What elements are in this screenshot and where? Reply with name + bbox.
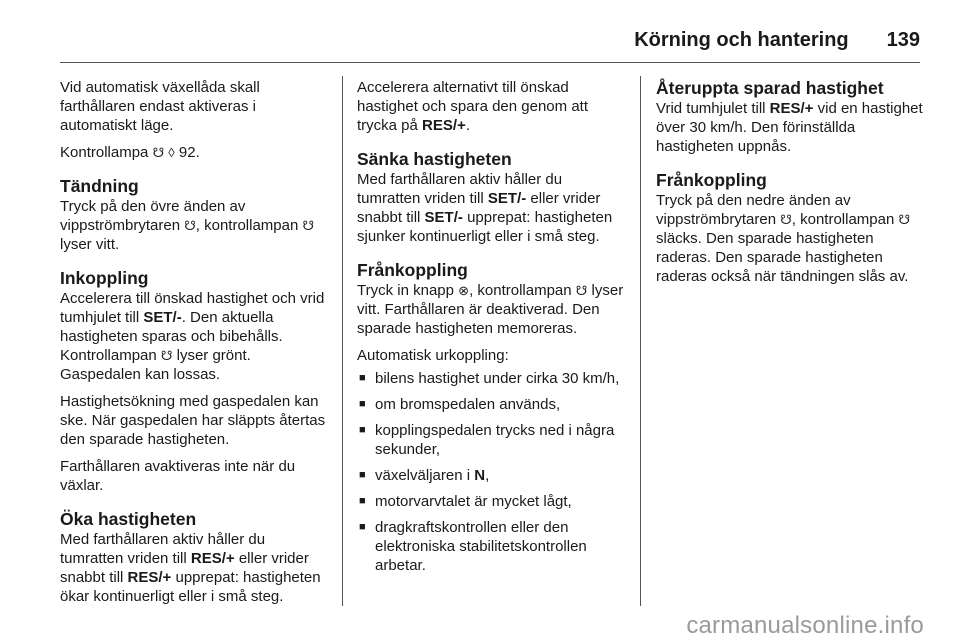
paragraph-frankoppling-2: Tryck på den nedre änden av vippströmbrytaren ☋, kontrollampan ☋ släcks. Den sparade hastigheten raderas. Den sparade hastigheten raderas också när tändningen slås av. (656, 192, 911, 285)
list-item: ■ om bromspedalen används, (359, 396, 561, 413)
column-3 (656, 78, 928, 294)
column-divider-1 (342, 76, 343, 606)
column-1 (60, 78, 332, 614)
cruise-control-icon: ☋ (184, 218, 196, 233)
heading-sanka-hastigheten: Sänka hastigheten (357, 149, 512, 169)
heading-tandning: Tändning (60, 176, 139, 196)
auto-disengage-list (357, 369, 629, 575)
cruise-control-icon: ☋ (575, 283, 588, 298)
heading-frankoppling-2: Frånkoppling (656, 170, 767, 190)
list-item: ■ dragkraftskontrollen eller den elektroniska stabilitetskontrollen arbetar. (359, 519, 587, 574)
list-item: ■ växelväljaren i N, (359, 467, 490, 484)
paragraph-ateruppta: Vrid tumhjulet till RES/+ vid en hastighet över 30 km/h. Den förinställda hastigheten uppnås. (656, 100, 923, 155)
cruise-control-icon: ☋ (160, 348, 173, 363)
bullet-icon: ■ (359, 424, 366, 436)
bullet-icon: ■ (359, 469, 366, 481)
cruise-control-icon: ☋ (898, 212, 911, 227)
paragraph-frankoppling: Tryck in knapp ⊗, kontrollampan ☋ lyser vitt. Farthållaren är deaktiverad. Den sparade hastigheten memoreras. (357, 282, 624, 337)
list-item: ■ motorvarvtalet är mycket lågt, (359, 493, 572, 510)
column-divider-2 (640, 76, 641, 606)
heading-ateruppta: Återuppta sparad hastighet (656, 78, 884, 98)
paragraph-sanka-hastigheten: Med farthållaren aktiv håller du tumratten vriden till SET/- eller vrider snabbt till SET/- upprepat: hastigheten sjunker kontinuerligt eller i små steg. (357, 171, 613, 245)
page-reference-icon: ◊ (168, 145, 175, 160)
page-title: Körning och hantering (634, 28, 849, 51)
cancel-button-icon: ⊗ (458, 283, 470, 298)
paragraph-indicator-ref: Kontrollampa ☋ ◊ 92. (60, 144, 200, 161)
cruise-control-icon: ☋ (152, 145, 165, 160)
paragraph-automatic-gearbox: Vid automatisk växellåda skall farthållaren endast aktiveras i automatiskt läge. (60, 79, 260, 134)
bullet-icon: ■ (359, 372, 366, 384)
auto-disengage-label: Automatisk urkoppling: (357, 347, 509, 364)
heading-oka-hastigheten: Öka hastigheten (60, 509, 197, 529)
paragraph-tandning: Tryck på den övre änden av vippströmbrytaren ☋, kontrollampan ☋ lyser vitt. (60, 198, 315, 253)
paragraph-oka-hastigheten: Med farthållaren aktiv håller du tumratten vriden till RES/+ eller vrider snabbt till RES/+ upprepat: hastigheten ökar kontinuerligt eller i små steg. (60, 531, 321, 605)
cruise-control-icon: ☋ (780, 212, 792, 227)
watermark: carmanualsonline.info (686, 612, 924, 639)
bullet-icon: ■ (359, 398, 366, 410)
paragraph-accelerera-alternativt: Accelerera alternativt till önskad hastighet och spara den genom att trycka på RES/+. (357, 79, 588, 134)
list-item: ■ bilens hastighet under cirka 30 km/h, (359, 370, 620, 387)
paragraph-avaktiveras: Farthållaren avaktiveras inte när du växlar. (60, 458, 296, 494)
bullet-icon: ■ (359, 521, 366, 533)
bullet-icon: ■ (359, 495, 366, 507)
list-item: ■ kopplingspedalen trycks ned i några sekunder, (359, 422, 615, 458)
column-2 (357, 78, 629, 582)
paragraph-hastighetsokning: Hastighetsökning med gaspedalen kan ske. När gaspedalen har släppts återtas den sparade hastigheten. (60, 393, 326, 448)
page-number: 139 (886, 28, 920, 51)
paragraph-inkoppling: Accelerera till önskad hastighet och vrid tumhjulet till SET/-. Den aktuella hastigheten sparas och bibehålls. Kontrollampan ☋ lyser grönt. Gaspedalen kan lossas. (60, 290, 325, 383)
page-header (60, 18, 920, 63)
heading-inkoppling: Inkoppling (60, 268, 149, 288)
cruise-control-icon: ☋ (302, 218, 315, 233)
heading-frankoppling: Frånkoppling (357, 260, 468, 280)
